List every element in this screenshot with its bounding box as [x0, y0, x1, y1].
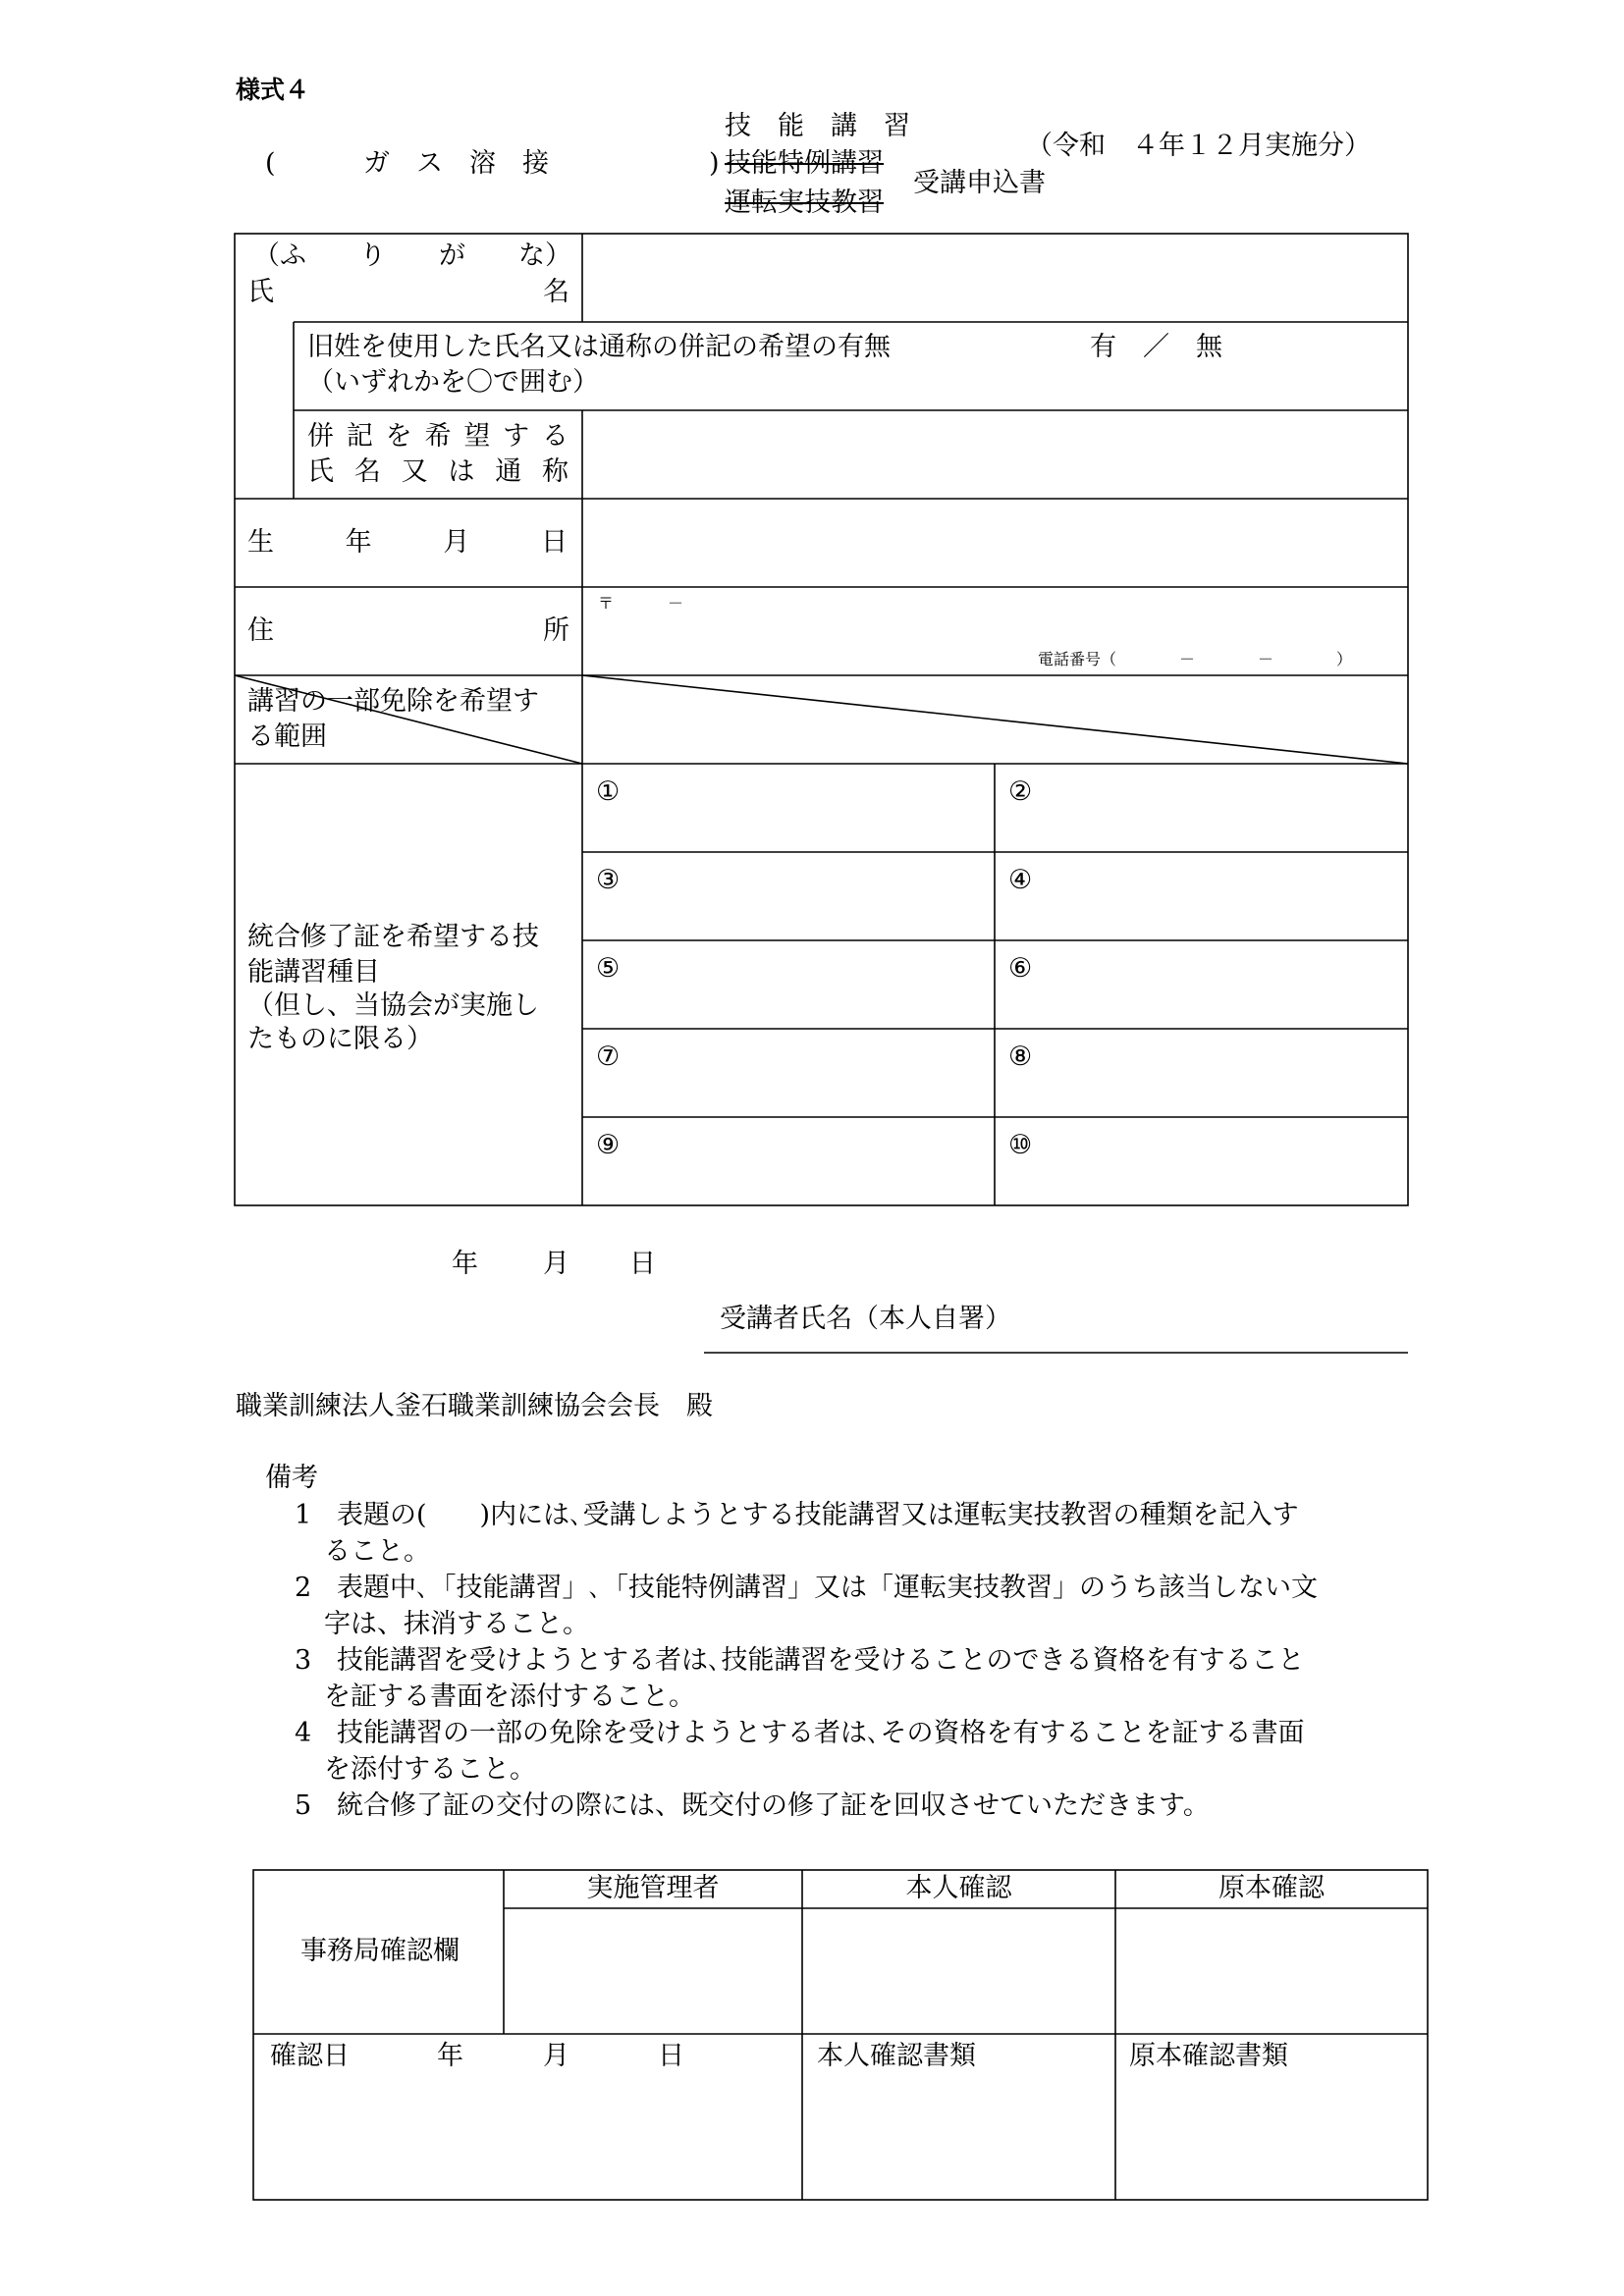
note-2-line1: 表題中､「技能講習」､「技能特例講習」又は「運転実技教習」のうち該当しない文 [337, 1573, 1318, 1603]
note-5-line1: 統合修了証の交付の際には、既交付の修了証を回収させていただきます。 [337, 1790, 1210, 1821]
signature-field[interactable] [704, 1315, 1408, 1353]
name-label-right: 名 [543, 277, 569, 307]
identity-documents-label: 本人確認書類 [817, 2041, 976, 2071]
confirm-date-day: 日 [658, 2041, 684, 2071]
note-4-number: 4 [295, 1718, 312, 1748]
office-section-label: 事務局確認欄 [300, 1936, 460, 1966]
confirm-date-label: 確認日 [270, 2041, 350, 2071]
birthdate-label-month: 月 [443, 527, 470, 558]
original-check-stamp-field[interactable] [1116, 1909, 1427, 2033]
note-3-line2: を証する書面を添付すること。 [324, 1682, 695, 1712]
postal-mark: 〒 [598, 594, 615, 613]
date-year: 年 [452, 1249, 478, 1279]
integrated-label-line4: たものに限る） [247, 1024, 433, 1054]
address-label-left: 住 [247, 615, 274, 646]
type-option-special-course: 技能特例講習 [725, 148, 884, 179]
address-field[interactable] [583, 588, 1407, 674]
note-1-line2: ること。 [324, 1536, 430, 1567]
item-4[interactable]: ④ [1008, 865, 1033, 895]
note-5-number: 5 [295, 1790, 312, 1821]
identity-check-stamp-field[interactable] [803, 1909, 1114, 2033]
birthdate-label-year-char: 生 [247, 527, 274, 558]
item-7[interactable]: ⑦ [596, 1041, 621, 1072]
form-number: 様式４ [236, 76, 310, 104]
note-3-number: 3 [295, 1645, 312, 1676]
original-documents-label: 原本確認書類 [1129, 2041, 1288, 2071]
old-name-note: （いずれかを〇で囲む） [307, 367, 599, 398]
title-paren-close: ) [709, 148, 720, 179]
item-6[interactable]: ⑥ [1008, 953, 1033, 984]
item-2[interactable]: ② [1008, 776, 1033, 807]
alias-label-line1: 併 記 を 希 望 す る [307, 421, 568, 452]
name-field[interactable] [583, 235, 1407, 321]
item-8[interactable]: ⑧ [1008, 1041, 1033, 1072]
integrated-label-line1: 統合修了証を希望する技 [247, 922, 539, 952]
item-1[interactable]: ① [596, 776, 621, 807]
date-day: 日 [629, 1249, 656, 1279]
implementation-period: （令和 ４年１２月実施分） [1026, 131, 1371, 161]
name-label-left: 氏 [247, 277, 274, 307]
item-3[interactable]: ③ [596, 865, 621, 895]
note-1-number: 1 [295, 1500, 312, 1530]
old-name-choice[interactable]: 有 ／ 無 [1090, 332, 1222, 362]
note-2-line2: 字は、抹消すること。 [324, 1609, 589, 1639]
signature-label: 受講者氏名（本人自署） [720, 1304, 1011, 1334]
note-4-line2: を添付すること。 [324, 1754, 536, 1785]
item-5[interactable]: ⑤ [596, 953, 621, 984]
alias-field[interactable] [583, 411, 1407, 498]
exemption-label-line2: る範囲 [247, 721, 327, 752]
addressee: 職業訓練法人釜石職業訓練協会会長 殿 [236, 1391, 713, 1421]
note-4-line1: 技能講習の一部の免除を受けようとする者は､その資格を有することを証する書面 [337, 1718, 1305, 1748]
birthdate-field[interactable] [583, 500, 1407, 586]
address-label-right: 所 [543, 615, 569, 646]
note-2-number: 2 [295, 1573, 312, 1603]
birthdate-label-year: 年 [345, 527, 372, 558]
header-original-check: 原本確認 [1218, 1873, 1325, 1903]
header-identity-check: 本人確認 [905, 1873, 1012, 1903]
item-9[interactable]: ⑨ [596, 1130, 621, 1160]
header-administrator: 実施管理者 [586, 1873, 720, 1903]
title-paren-open: ( [265, 148, 276, 179]
phone-label: 電話番号（ － － ） [1038, 650, 1353, 668]
date-month: 月 [543, 1249, 569, 1279]
old-name-question: 旧姓を使用した氏名又は通称の併記の希望の有無 [307, 332, 891, 362]
integrated-label-line2: 能講習種目 [247, 957, 380, 988]
type-option-driving-course: 運転実技教習 [725, 187, 884, 218]
birthdate-label-day: 日 [540, 527, 568, 558]
birthdate-label [247, 526, 568, 560]
integrated-label-line3: （但し、当協会が実施し [247, 990, 539, 1021]
type-option-skill-course: 技 能 講 習 [725, 111, 910, 141]
administrator-stamp-field[interactable] [505, 1909, 801, 2033]
furigana-label: （ふ り が な） [253, 240, 571, 271]
alias-label-line2: 氏 名 又 は 通 称 [307, 456, 568, 487]
note-1-line1: 表題の( )内には､受講しようとする技能講習又は運転実技教習の種類を記入す [337, 1500, 1299, 1530]
title-suffix: 受講申込書 [913, 168, 1046, 198]
confirm-date-year: 年 [437, 2041, 463, 2071]
note-3-line1: 技能講習を受けようとする者は､技能講習を受けることのできる資格を有すること [337, 1645, 1305, 1676]
item-10[interactable]: ⑩ [1008, 1130, 1033, 1160]
confirm-date-month: 月 [543, 2041, 569, 2071]
course-name: ガ ス 溶 接 [363, 148, 549, 179]
notes-heading: 備考 [265, 1463, 318, 1493]
postal-dash: － [668, 594, 684, 613]
exemption-label-line1: 講習の一部免除を希望す [247, 686, 539, 717]
